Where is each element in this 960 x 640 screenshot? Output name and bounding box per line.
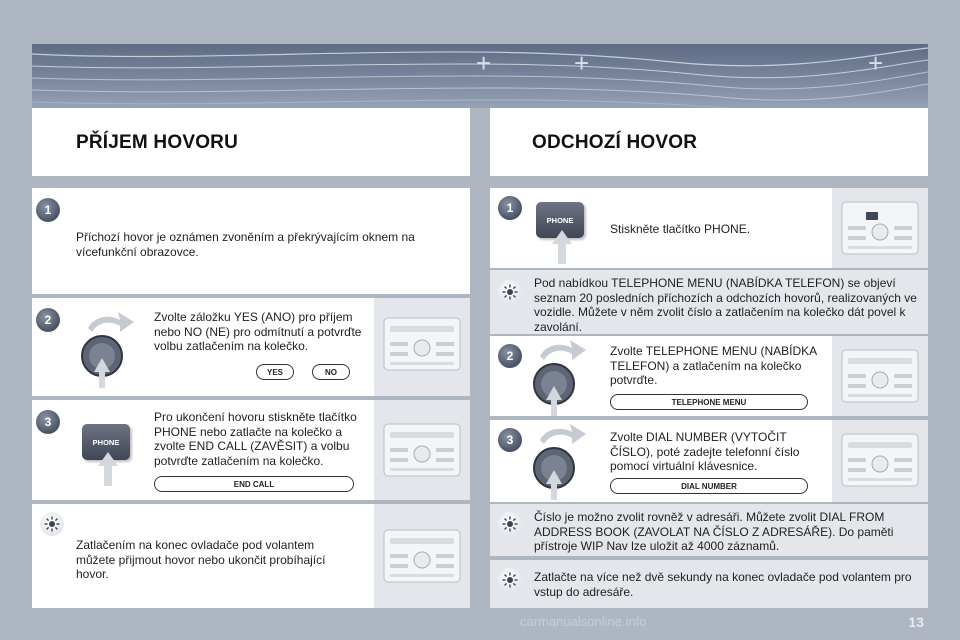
radio-unit-icon [382,316,462,372]
end-call-button[interactable]: END CALL [154,476,354,492]
no-button[interactable]: NO [312,364,350,380]
right-menu-tip-panel [490,270,928,334]
device-image-zone [374,400,470,500]
left-step-2-panel [32,298,470,396]
plus-decoration-icon: + [476,48,492,78]
header-band [32,44,928,108]
radio-unit-icon [382,422,462,478]
device-image-zone [832,188,928,268]
device-image-zone [832,420,928,502]
page-number: 13 [908,614,924,630]
press-arrow-icon [550,230,574,264]
right-step-3-panel [490,420,928,502]
step-number-badge: 1 [498,196,522,220]
plus-decoration-icon: + [574,48,590,78]
left-tip-panel [32,504,470,608]
phone-button[interactable]: PHONE [536,202,584,238]
right-address-tip-panel [490,504,928,556]
sun-tip-icon [498,512,522,536]
step-number-badge: 2 [498,344,522,368]
plus-decoration-icon: + [868,48,884,78]
left-title-box [32,108,470,176]
left-step-3-panel [32,400,470,500]
right-step-3-text: Zvolte DIAL NUMBER (VYTOČIT ČÍSLO), poté zadejte telefonní číslo pomocí virtuální klávesnice. [610,430,800,473]
device-image-zone [832,336,928,416]
right-step-2-text: Zvolte TELEPHONE MENU (NABÍDKA TELEFON) a zatlačením na kolečko potvrďte. [610,344,817,387]
left-step-1-panel [32,188,470,294]
left-step-3-text: Pro ukončení hovoru stiskněte tlačítko PHONE nebo zatlačte na kolečko a zvolte END CALL (ZAVĚSIT) a volbu potvrďte zatlačením na kolečko. [154,410,357,468]
right-step-1-panel [490,188,928,268]
radio-unit-icon [840,432,920,488]
rotary-knob-icon [80,308,140,392]
phone-button[interactable]: PHONE [82,424,130,460]
left-step-1-text: Příchozí hovor je oznámen zvoněním a překrývajícím oknem na vícefunkční obrazovce. [76,230,415,259]
step-number-badge: 3 [36,410,60,434]
right-address-tip-text: Číslo je možno zvolit rovněž v adresáři. Můžete zvolit DIAL FROM ADDRESS BOOK (ZAVOLAT NA ČÍSLO Z ADRESÁŘE). Do paměti přístroje WIP Nav lze uložit až 4000 záznamů. [534,510,894,553]
right-section-title: ODCHOZÍ HOVOR [532,132,698,153]
radio-unit-icon [840,200,920,256]
left-section-title: PŘÍJEM HOVORU [76,132,239,153]
right-hold-tip-text: Zatlačte na více než dvě sekundy na konec ovladače pod volantem pro vstup do adresáře. [534,570,912,599]
right-menu-tip-text: Pod nabídkou TELEPHONE MENU (NABÍDKA TELEFON) se objeví seznam 20 posledních příchozích a odchozích hovorů, realizovaných ve vozidle. Můžete v něm zvolit číslo a zatlačením na kolečko dát povel k zavolání. [534,276,917,334]
telephone-menu-button[interactable]: TELEPHONE MENU [610,394,808,410]
radio-unit-icon [382,528,462,584]
watermark: carmanualsonline.info [520,614,647,629]
right-step-2-panel [490,336,928,416]
right-step-1-text: Stiskněte tlačítko PHONE. [610,222,751,236]
radio-unit-icon [840,348,920,404]
left-step-2-text: Zvolte záložku YES (ANO) pro příjem nebo NO (NE) pro odmítnutí a potvrďte volbu zatlačením na kolečko. [154,310,362,353]
left-tip-text: Zatlačením na konec ovladače pod volantem můžete přijmout hovor nebo ukončit probíhající hovor. [76,538,326,581]
step-number-badge: 1 [36,198,60,222]
dial-number-button[interactable]: DIAL NUMBER [610,478,808,494]
press-arrow-icon [96,452,120,486]
device-image-zone [374,504,470,608]
yes-button[interactable]: YES [256,364,294,380]
right-hold-tip-panel [490,560,928,608]
sun-tip-icon [498,568,522,592]
device-image-zone [374,298,470,396]
right-title-box [490,108,928,176]
step-number-badge: 2 [36,308,60,332]
step-number-badge: 3 [498,428,522,452]
rotary-knob-icon [532,336,592,420]
sun-tip-icon [40,512,64,536]
sun-tip-icon [498,280,522,304]
rotary-knob-icon [532,420,592,504]
